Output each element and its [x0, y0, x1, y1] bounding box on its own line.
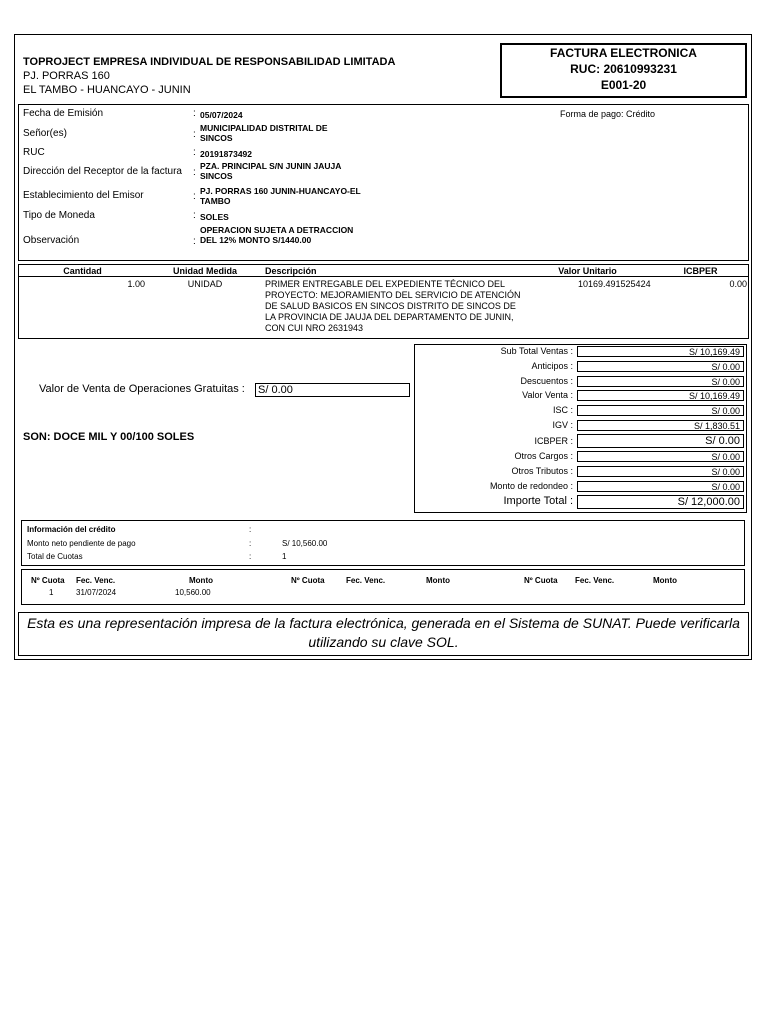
total-value-anticipos: S/ 0.00: [577, 361, 744, 372]
moneda-value: SOLES: [200, 212, 229, 222]
total-label-icbper: ICBPER :: [534, 436, 573, 446]
fecha-label: Fecha de Emisión: [23, 108, 104, 119]
item-descripcion: PRIMER ENTREGABLE DEL EXPEDIENTE TÉCNICO DEL PROYECTO: MEJORAMIENTO DEL SERVICIO DE ATENCIÓN DE SALUD BASICOS EN SINCOS DISTRITO DE SINCOS DE LA PROVINCIA DE JAUJA DEL DEPARTAMENTO DE JUNIN, CON CUI NRO 2631943: [265, 279, 521, 333]
amount-in-words: SON: DOCE MIL Y 00/100 SOLES: [23, 431, 195, 443]
cuota-col-monto-1: Monto: [189, 576, 213, 585]
moneda-colon: :: [193, 210, 196, 221]
total-label-isc: ISC :: [552, 405, 573, 415]
total-label-igv: IGV :: [552, 420, 573, 430]
direccion-value: PZA. PRINCIPAL S/N JUNIN JAUJA SINCOS: [200, 161, 342, 181]
observacion-label: Observación: [23, 235, 80, 246]
col-descripcion: Descripción: [265, 266, 317, 276]
total-value-descuentos: S/ 0.00: [577, 376, 744, 387]
direccion-label: Dirección del Receptor de la factura: [23, 166, 182, 177]
total-value-icbper: S/ 0.00: [577, 434, 744, 448]
total-value-igv: S/ 1,830.51: [577, 420, 744, 431]
establecimiento-colon: :: [193, 191, 196, 202]
total-label-valor-venta: Valor Venta :: [522, 390, 573, 400]
cuota-col-fec-3: Fec. Venc.: [575, 576, 615, 585]
establecimiento-label: Establecimiento del Emisor: [23, 190, 144, 201]
doc-title: FACTURA ELECTRONICA: [550, 46, 697, 60]
item-cantidad: 1.00: [127, 279, 145, 289]
establecimiento-value: PJ. PORRAS 160 JUNIN-HUANCAYO-EL TAMBO: [200, 186, 361, 206]
issuer-address-2: EL TAMBO - HUANCAYO - JUNIN: [23, 84, 191, 96]
fecha-colon: :: [193, 108, 196, 119]
col-cantidad: Cantidad: [63, 266, 102, 276]
client-info-box: [18, 104, 749, 261]
total-label-importe: Importe Total :: [503, 495, 573, 507]
senor-value: MUNICIPALIDAD DISTRITAL DE SINCOS: [200, 123, 328, 143]
credit-cuotas-value: 1: [282, 552, 287, 561]
gratuitas-label: Valor de Venta de Operaciones Gratuitas :: [39, 383, 245, 395]
cuota-col-num-2: Nº Cuota: [291, 576, 325, 585]
moneda-label: Tipo de Moneda: [23, 210, 95, 221]
cuotas-table: [21, 569, 745, 605]
fecha-value: 05/07/2024: [200, 110, 243, 120]
observacion-value: OPERACION SUJETA A DETRACCION DEL 12% MONTO S/1440.00: [200, 225, 354, 245]
doc-ruc: RUC: 20610993231: [570, 62, 677, 76]
issuer-name: TOPROJECT EMPRESA INDIVIDUAL DE RESPONSABILIDAD LIMITADA: [23, 56, 396, 68]
cuota-col-fec-2: Fec. Venc.: [346, 576, 386, 585]
total-label-redondeo: Monto de redondeo :: [489, 481, 573, 491]
total-label-subtotal: Sub Total Ventas :: [500, 346, 573, 356]
total-value-valor-venta: S/ 10,169.49: [577, 390, 744, 401]
observacion-colon: :: [193, 236, 196, 247]
cuota-col-fec-1: Fec. Venc.: [76, 576, 116, 585]
credit-cuotas-label: Total de Cuotas: [27, 552, 83, 561]
total-value-otros-cargos: S/ 0.00: [577, 451, 744, 462]
cuota-col-monto-2: Monto: [426, 576, 450, 585]
credit-monto-value: S/ 10,560.00: [282, 539, 328, 548]
cuota-row-monto: 10,560.00: [175, 588, 211, 597]
total-value-redondeo: S/ 0.00: [577, 481, 744, 492]
cuota-row-fec: 31/07/2024: [76, 588, 117, 597]
senor-label: Señor(es): [23, 128, 67, 139]
credit-title-colon: :: [249, 525, 252, 534]
total-value-importe: S/ 12,000.00: [577, 495, 744, 509]
item-unidad: UNIDAD: [187, 279, 223, 289]
forma-pago: Forma de pago: Crédito: [560, 109, 656, 119]
item-icbper: 0.00: [729, 279, 747, 289]
col-icbper: ICBPER: [683, 266, 718, 276]
cuota-col-num-3: Nº Cuota: [524, 576, 558, 585]
credit-cuotas-colon: :: [249, 552, 252, 561]
issuer-address-1: PJ. PORRAS 160: [23, 70, 110, 82]
doc-number: E001-20: [600, 78, 647, 92]
col-valor-unitario: Valor Unitario: [558, 266, 617, 276]
cuota-col-num-1: Nº Cuota: [31, 576, 65, 585]
credit-monto-colon: :: [249, 539, 252, 548]
total-label-anticipos: Anticipos :: [531, 361, 573, 371]
total-label-otros-tributos: Otros Tributos :: [511, 466, 573, 476]
total-label-descuentos: Descuentos :: [520, 376, 573, 386]
total-value-otros-tributos: S/ 0.00: [577, 466, 744, 477]
total-label-otros-cargos: Otros Cargos :: [514, 451, 573, 461]
ruc-colon: :: [193, 147, 196, 158]
total-value-isc: S/ 0.00: [577, 405, 744, 416]
item-valor-unitario: 10169.491525424: [578, 279, 651, 289]
ruc-value: 20191873492: [200, 149, 253, 159]
footer-note: Esta es una representación impresa de la factura electrónica, generada en el Sistema de SUNAT. Puede verificarla utilizando su clave SOL.: [27, 615, 740, 650]
items-header-line: [18, 276, 749, 277]
ruc-label: RUC: [23, 147, 45, 158]
total-value-subtotal: S/ 10,169.49: [577, 346, 744, 357]
credit-monto-label: Monto neto pendiente de pago: [27, 539, 136, 548]
cuota-col-monto-3: Monto: [653, 576, 677, 585]
direccion-colon: :: [193, 167, 196, 178]
senor-colon: :: [193, 129, 196, 140]
cuota-row-num: 1: [49, 588, 54, 597]
credit-title: Información del crédito: [27, 525, 116, 534]
col-unidad: Unidad Medida: [172, 266, 237, 276]
gratuitas-value: S/ 0.00: [255, 383, 410, 397]
